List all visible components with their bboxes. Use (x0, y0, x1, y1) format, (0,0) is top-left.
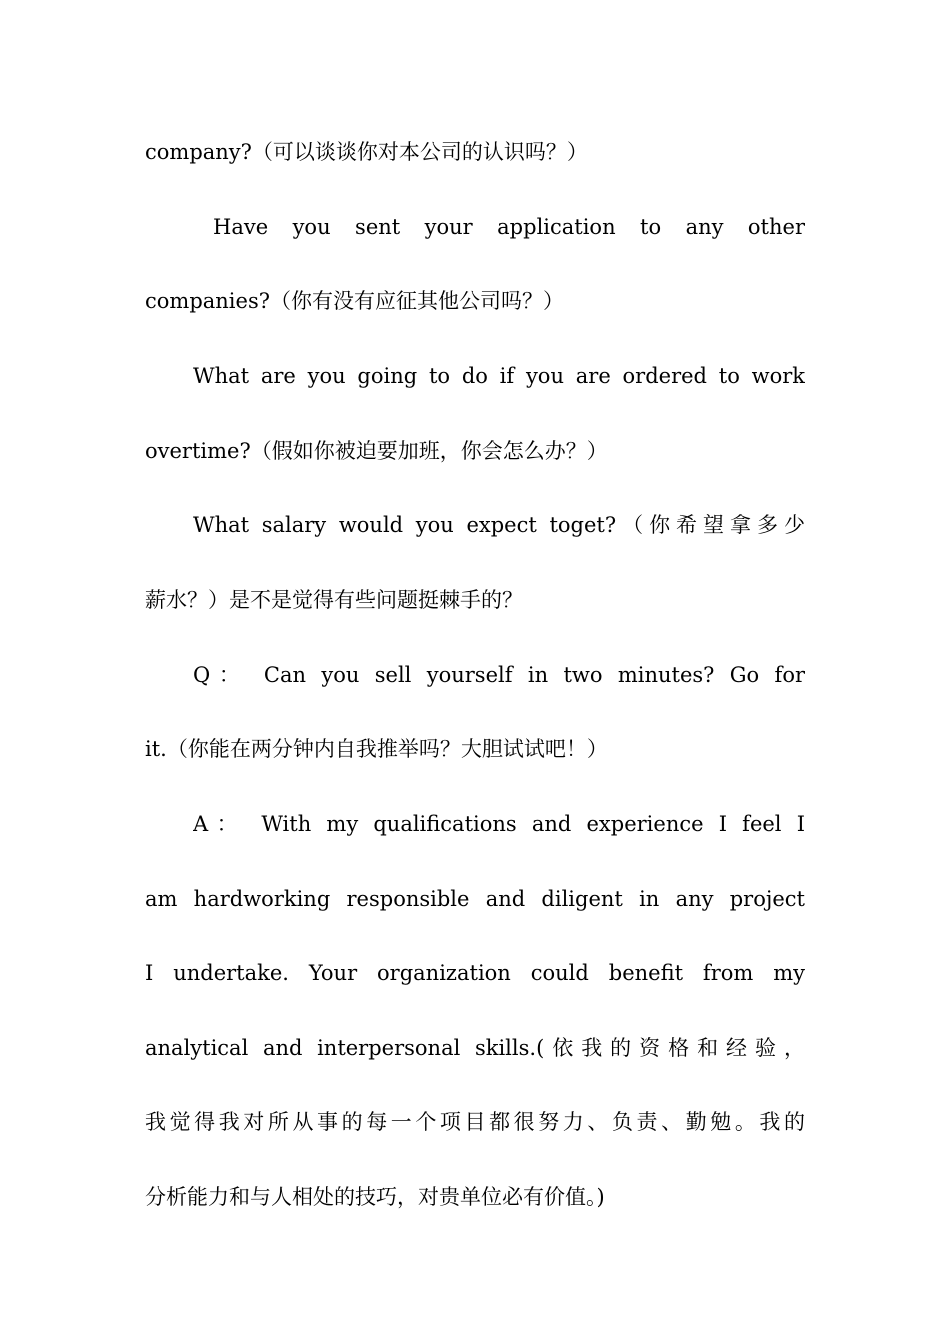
text-line-7: 薪水？）是不是觉得有些问题挺棘手的？ (145, 588, 523, 612)
text-line-5: overtime?（假如你被迫要加班，你会怎么办？） (145, 439, 608, 463)
text-line-10: A： With my qualifications and experience I feel I (193, 812, 805, 836)
text-line-4: What are you going to do if you are ordered to work (193, 364, 805, 388)
text-line-6: What salary would you expect toget?（你希望拿多少 (193, 513, 805, 537)
text-line-15: 分析能力和与人相处的技巧，对贵单位必有价值。) (145, 1185, 605, 1209)
text-line-12: I undertake. Your organization could benefit from my (145, 961, 805, 985)
text-line-2: Have you sent your application to any other (213, 215, 805, 239)
text-line-14: 我觉得我对所从事的每一个项目都很努力、负责、勤勉。我的 (145, 1110, 805, 1134)
text-line-1: company?（可以谈谈你对本公司的认识吗？） (145, 140, 588, 164)
text-line-9: it.（你能在两分钟内自我推举吗？大胆试试吧！） (145, 737, 608, 761)
text-line-13: analytical and interpersonal skills.(依我的资格和经验， (145, 1036, 805, 1060)
text-line-3: companies?（你有没有应征其他公司吗？） (145, 289, 564, 313)
text-line-11: am hardworking responsible and diligent in any project (145, 887, 805, 911)
text-line-8: Q： Can you sell yourself in two minutes? Go for (193, 663, 805, 687)
